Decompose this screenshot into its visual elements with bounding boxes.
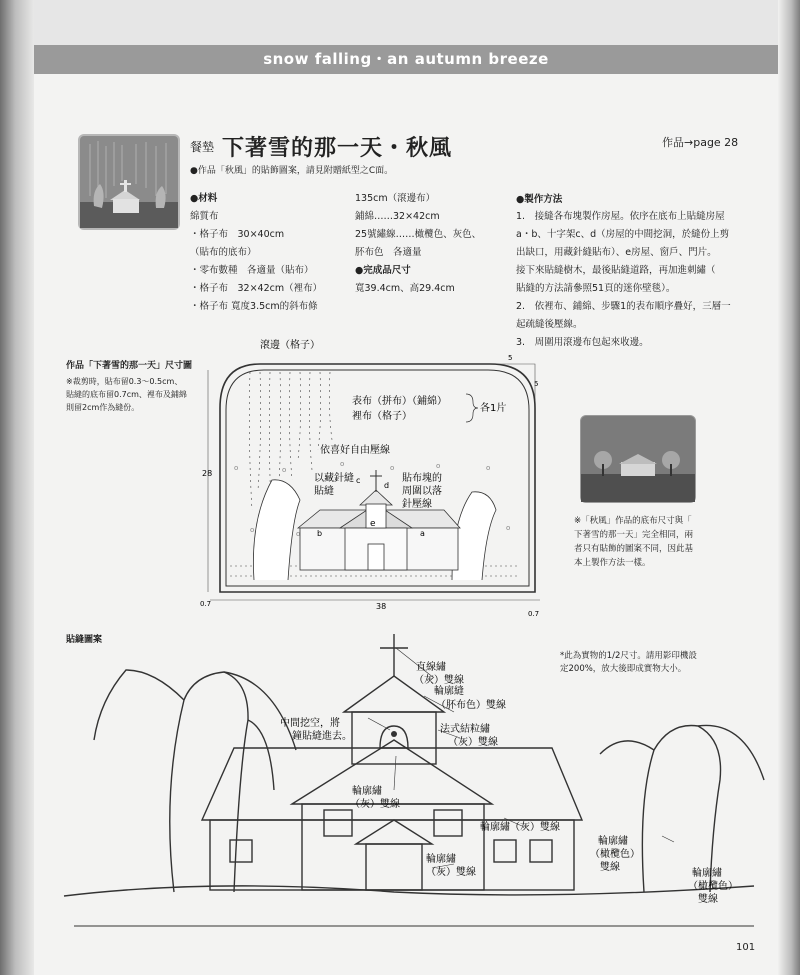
- label-bell-tower-1: 輪廓縫: [434, 686, 464, 697]
- note-line: *此為實物的1/2尺寸。請用影印機設: [560, 651, 697, 661]
- method-line: 出缺口，用藏針縫貼布）、e房屋、窗戶、門片。: [516, 247, 717, 258]
- svg-text:o: o: [436, 462, 441, 470]
- materials-col1: [190, 208, 322, 316]
- back-label: 裡布（格子）: [352, 411, 412, 422]
- right-label-3: 針壓線: [402, 499, 432, 510]
- page-edge: [778, 0, 800, 975]
- label-french-2: （灰）雙線: [448, 737, 498, 748]
- header-band: [34, 0, 778, 45]
- material-line: ・格子布 32×42cm（裡布）: [190, 283, 323, 294]
- left-willow-tree: [94, 670, 296, 892]
- category-label: 餐墊: [190, 140, 215, 154]
- label-roof-2: （灰）雙線: [350, 799, 400, 810]
- label-wall: 輪廓繡（灰）雙線: [480, 822, 560, 833]
- side-note-line: 下著雪的那一天」完全相同，兩: [574, 530, 694, 540]
- left-tree: [253, 480, 300, 580]
- label-bell-tower-2: （肧布色）雙線: [436, 700, 506, 711]
- dim-corner-side: 5: [534, 380, 539, 388]
- dim-width: 38: [376, 602, 387, 611]
- method-heading: ●製作方法: [516, 194, 563, 205]
- label-cross-1: 直線繡: [416, 662, 446, 673]
- label-french-1: 法式結粒繡: [440, 724, 490, 735]
- pattern-heading: 貼縫圖案: [66, 635, 103, 645]
- letter-d: d: [384, 481, 390, 490]
- applique-pattern: [34, 630, 778, 950]
- material-line: ・格子布 30×40cm: [190, 229, 285, 240]
- method-line: 貼縫的方法請參照51頁的迷你壁毯）。: [516, 283, 676, 294]
- dim-left-margin: 0.7: [200, 600, 212, 608]
- svg-text:o: o: [296, 530, 301, 538]
- brace: [466, 394, 478, 422]
- front-label: 表布（拼布）（鋪綿）: [352, 396, 447, 407]
- binding-label: 滾邊（格子）: [260, 340, 320, 351]
- finished-size: 寬39.4cm、高29.4cm: [355, 283, 455, 294]
- page-number: 101: [736, 942, 756, 953]
- size-diagram-heading: 作品「下著雪的那一天」尺寸圖: [66, 361, 193, 371]
- bell-icon: [391, 731, 397, 737]
- svg-text:o: o: [390, 464, 395, 472]
- note-line: 貼縫的底布留0.7cm、裡布及鋪綿: [66, 390, 187, 399]
- header-banner: snow falling・an autumn breeze: [34, 45, 778, 74]
- material-line: ・格子布 寬度3.5cm的斜布條: [190, 301, 318, 312]
- label-tree-right-2: （橄欖色）: [688, 881, 738, 892]
- thumbnail-snow-drawing: [80, 136, 178, 228]
- label-door-2: （灰）雙線: [426, 867, 476, 878]
- church-pattern: [202, 634, 582, 890]
- label-cross-2: （灰）雙線: [414, 675, 464, 686]
- materials-heading: ●材料: [190, 193, 218, 204]
- right-label-2: 周圍以落: [402, 486, 442, 497]
- method-line: 起疏縫後壓線。: [516, 319, 583, 330]
- side-note: [574, 514, 693, 570]
- label-tree-mid-2: （橄欖色）: [590, 849, 640, 860]
- page-reference: 作品→page 28: [662, 136, 739, 149]
- quilt-label: 依喜好自由壓線: [320, 445, 390, 456]
- material-line: 肧布色 各適量: [355, 247, 422, 258]
- ground-line: [64, 886, 754, 896]
- size-diagram: [190, 330, 560, 620]
- method-line: 1. 接縫各布塊製作房屋。依序在底布上貼縫房屋: [516, 211, 725, 222]
- note-line: ※裁剪時，貼布留0.3～0.5cm、: [66, 377, 183, 386]
- note-line: 定200%，放大後即成實物大小。: [560, 664, 687, 674]
- method-line: a・b、十字架c、d（房屋的中間挖洞，於縫份上剪: [516, 229, 730, 240]
- product-thumbnail-autumn: [580, 415, 696, 503]
- label-tree-right-3: 雙線: [698, 894, 718, 905]
- side-note-line: 者只有貼飾的圖案不同，因此基: [574, 544, 694, 554]
- label-tree-mid-1: 輪廓繡: [598, 836, 628, 847]
- note-line: 則留2cm作為縫份。: [66, 403, 140, 412]
- letter-c: c: [356, 476, 361, 485]
- letter-b: b: [317, 529, 323, 538]
- side-note-line: 本上製作方法一樣。: [574, 558, 651, 568]
- materials-col2: [355, 190, 481, 298]
- pattern-note: ●作品「秋風」的貼飾圖案，請見附贈紙型之C面。: [190, 166, 394, 176]
- letter-a: a: [420, 529, 425, 538]
- material-line: 25號繡線……橄欖色、灰色、: [355, 229, 482, 240]
- svg-text:o: o: [340, 460, 345, 468]
- label-bell-1: 中間挖空，將: [280, 718, 340, 729]
- dim-right-margin: 0.7: [528, 610, 540, 618]
- svg-text:o: o: [506, 524, 511, 532]
- dim-height: 28: [202, 469, 213, 478]
- left-label-2: 貼縫: [314, 486, 334, 497]
- each-label: 各1片: [480, 403, 507, 414]
- material-line: 135cm（滾邊布）: [355, 193, 436, 204]
- side-note-line: ※「秋風」作品的底布尺寸與「: [574, 516, 692, 526]
- seam-allowance-note: [66, 375, 187, 414]
- material-line: ・零布數種 各適量（貼布）: [190, 265, 314, 276]
- material-line: 綿質布: [190, 211, 219, 222]
- right-tree: [452, 492, 496, 580]
- svg-text:o: o: [234, 464, 239, 472]
- label-tree-right-1: 輪廓繡: [692, 868, 722, 879]
- page-title: 下著雪的那一天・秋風: [222, 136, 453, 161]
- material-line: （貼布的底布）: [190, 247, 257, 258]
- svg-text:o: o: [250, 526, 255, 534]
- method-line: 3. 周圍用滾邊布包起來收邊。: [516, 337, 649, 348]
- material-line: 鋪綿……32×42cm: [355, 211, 440, 222]
- label-bell-2: 鐘貼縫進去。: [292, 731, 352, 742]
- letter-e: e: [370, 519, 376, 529]
- church-diagram: [298, 470, 460, 570]
- svg-text:o: o: [282, 466, 287, 474]
- thumbnail-autumn-drawing: [581, 416, 695, 502]
- product-thumbnail-snow: [78, 134, 180, 230]
- method-line: 接下來貼縫樹木，最後貼縫道路，再加進刺繡（: [516, 265, 716, 276]
- label-roof-1: 輪廓繡: [352, 786, 382, 797]
- left-label-1: 以藏針縫: [314, 473, 354, 484]
- method-line: 2. 依裡布、鋪綿、步驟1的表布順序疊好，三層一: [516, 301, 731, 312]
- label-door-1: 輪廓繡: [426, 854, 456, 865]
- finished-size-heading: ●完成品尺寸: [355, 265, 411, 276]
- right-label-1: 貼布塊的: [402, 473, 442, 484]
- svg-text:o: o: [486, 464, 491, 472]
- book-spine: [0, 0, 34, 975]
- dim-corner-top: 5: [508, 354, 513, 362]
- right-willow-tree: [600, 725, 764, 892]
- label-tree-mid-3: 雙線: [600, 862, 620, 873]
